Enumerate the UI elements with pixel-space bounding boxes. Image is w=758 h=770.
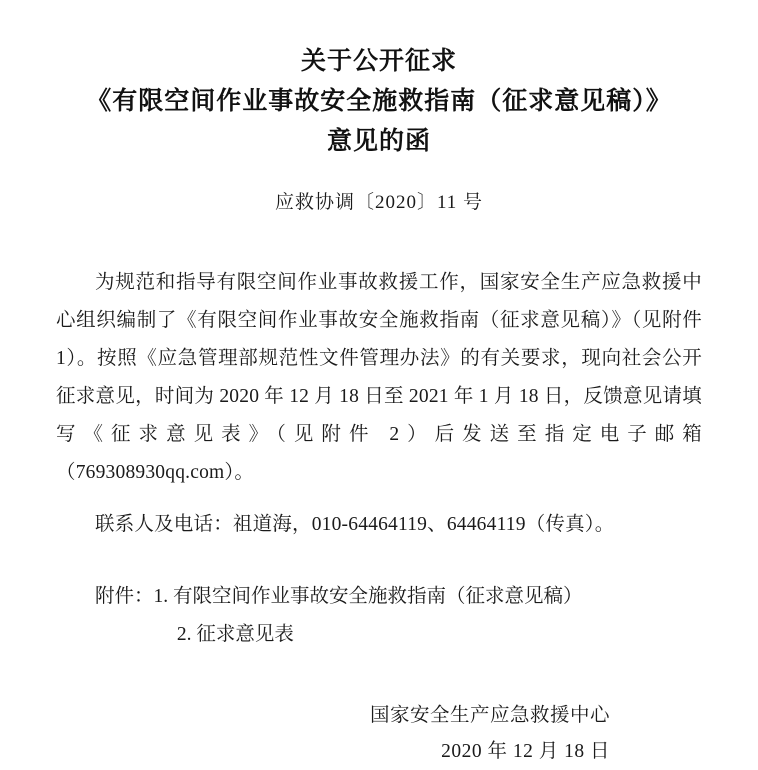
attachment-text-1: 1. 有限空间作业事故安全施救指南（征求意见稿） [153, 586, 583, 607]
document-number: 应救协调〔2020〕11 号 [274, 192, 484, 213]
title-line-1: 关于公开征求 [300, 48, 457, 75]
body-paragraph-contact: 联系人及电话：祖道海，010-64464119、64464119（传真）。 [95, 514, 615, 535]
signature-issuer: 国家安全生产应急救援中心 [369, 705, 610, 726]
signature-block [56, 698, 702, 770]
signature-date: 2020 年 12 月 18 日 [441, 741, 610, 762]
document-title [56, 42, 702, 162]
body-paragraph-1: 为规范和指导有限空间作业事故救援工作，国家安全生产应急救援中心组织编制了《有限空间作业事故安全施救指南（征求意见稿）》（见附件 1）。按照《应急管理部规范性文件管理办法》的有关要求，现向社会公开征求意见，时间为 2020 年 12 月 18 日至 2021 年 1 月 18 日，反馈意见请填写《征求意见表》（见附件 2）后发送至指定电子邮箱（769308930qq.com）。 [56, 272, 702, 483]
title-line-3: 意见的函 [326, 128, 431, 155]
attachment-item-1 [56, 578, 702, 616]
document-body [56, 264, 702, 544]
attachments-section [56, 578, 702, 654]
attachments-label: 附件： [95, 586, 154, 607]
attachment-item-2: 2. 征求意见表 [176, 624, 294, 645]
title-line-2: 《有限空间作业事故安全施救指南（征求意见稿）》 [86, 88, 672, 115]
